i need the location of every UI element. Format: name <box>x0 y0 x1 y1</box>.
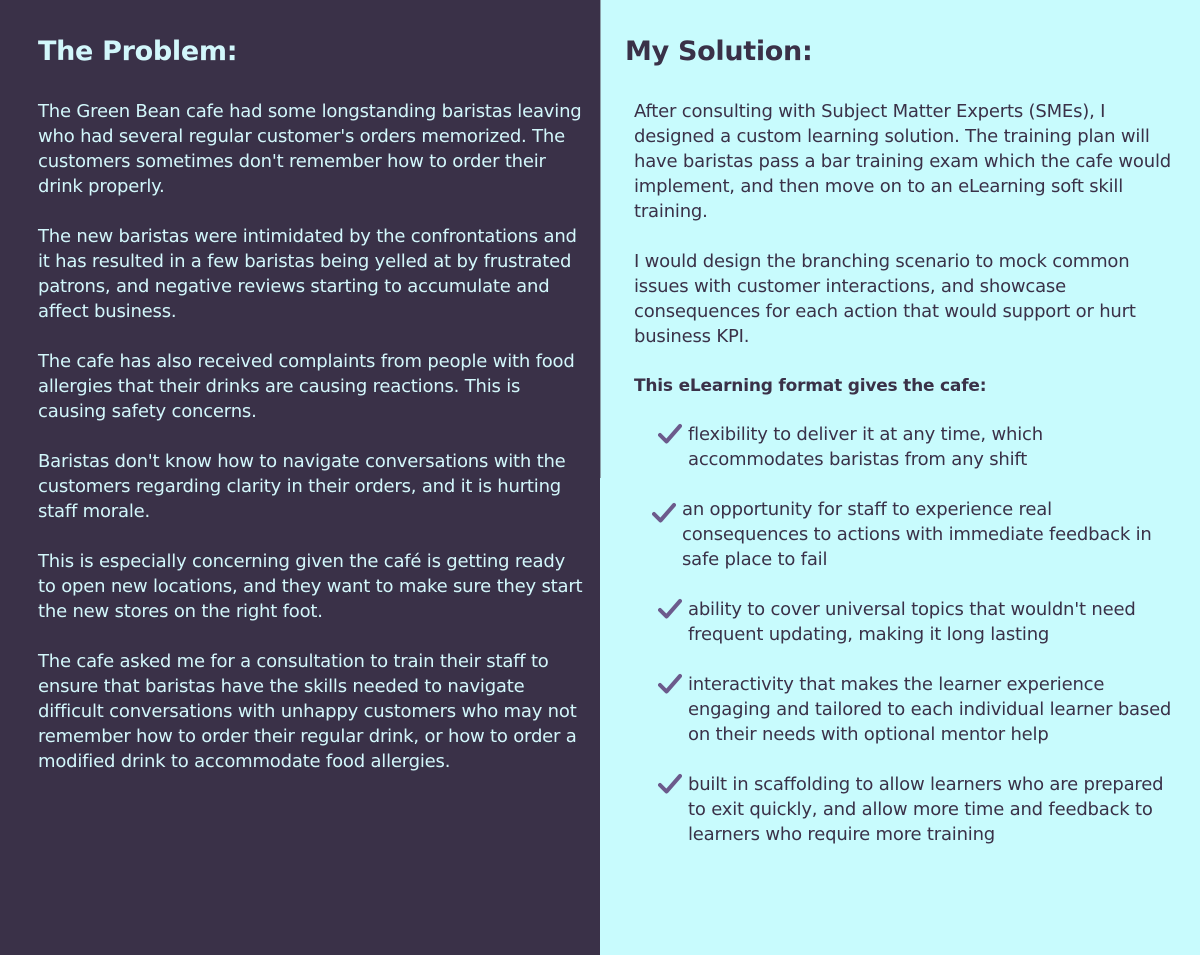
solution-panel <box>600 0 1200 955</box>
benefit-text: built in scaffolding to allow learners who are prepared to exit quickly, and allow more time and feedback to learners who require more training <box>688 774 1164 845</box>
benefit-item <box>634 672 1182 747</box>
checkmark-icon <box>658 423 682 445</box>
problem-paragraph: The new baristas were intimidated by the confrontations and it has resulted in a few baristas being yelled at by frustrated patrons, and negative reviews starting to accumulate and affect business. <box>38 226 577 322</box>
benefit-item <box>634 772 1182 847</box>
benefit-text: flexibility to deliver it at any time, which accommodates baristas from any shift <box>688 424 1043 470</box>
benefit-item <box>634 422 1182 472</box>
benefits-heading: This eLearning format gives the cafe: <box>634 376 987 396</box>
problem-body <box>38 99 586 799</box>
problem-paragraph: Baristas don't know how to navigate conversations with the customers regarding clarity in their orders, and it is hurting staff morale. <box>38 451 566 522</box>
benefit-text: an opportunity for staff to experience real consequences to actions with immediate feedback in safe place to fail <box>682 499 1152 570</box>
benefit-item <box>634 597 1182 647</box>
checkmark-icon <box>658 598 682 620</box>
benefit-text: interactivity that makes the learner experience engaging and tailored to each individual learner based on their needs with optional mentor help <box>688 674 1172 745</box>
problem-paragraph: This is especially concerning given the café is getting ready to open new locations, and they want to make sure they start the new stores on the right foot. <box>38 551 583 622</box>
checkmark-icon <box>652 502 676 524</box>
problem-paragraph: The cafe asked me for a consultation to train their staff to ensure that baristas have the skills needed to navigate difficult conversations with unhappy customers who may not remember how to order their regular drink, or how to order a modified drink to accommodate food allergies. <box>38 651 577 772</box>
checkmark-icon <box>658 773 682 795</box>
problem-heading: The Problem: <box>38 36 238 67</box>
panel-divider <box>600 0 601 478</box>
benefits-list <box>634 422 1182 847</box>
solution-paragraph: I would design the branching scenario to mock common issues with customer interactions, and showcase consequences for each action that would support or hurt business KPI. <box>634 251 1136 347</box>
problem-paragraph: The cafe has also received complaints from people with food allergies that their drinks are causing reactions. This is causing safety concerns. <box>38 351 575 422</box>
benefit-item <box>634 497 1182 572</box>
solution-paragraph: After consulting with Subject Matter Experts (SMEs), I designed a custom learning solution. The training plan will have baristas pass a bar training exam which the cafe would implement, and then move on to an eLearning soft skill training. <box>634 101 1171 222</box>
benefit-text: ability to cover universal topics that wouldn't need frequent updating, making it long lasting <box>688 599 1136 645</box>
solution-body <box>634 99 1182 872</box>
problem-paragraph: The Green Bean cafe had some longstanding baristas leaving who had several regular customer's orders memorized. The customers sometimes don't remember how to order their drink properly. <box>38 101 582 197</box>
solution-heading: My Solution: <box>625 36 813 67</box>
checkmark-icon <box>658 673 682 695</box>
